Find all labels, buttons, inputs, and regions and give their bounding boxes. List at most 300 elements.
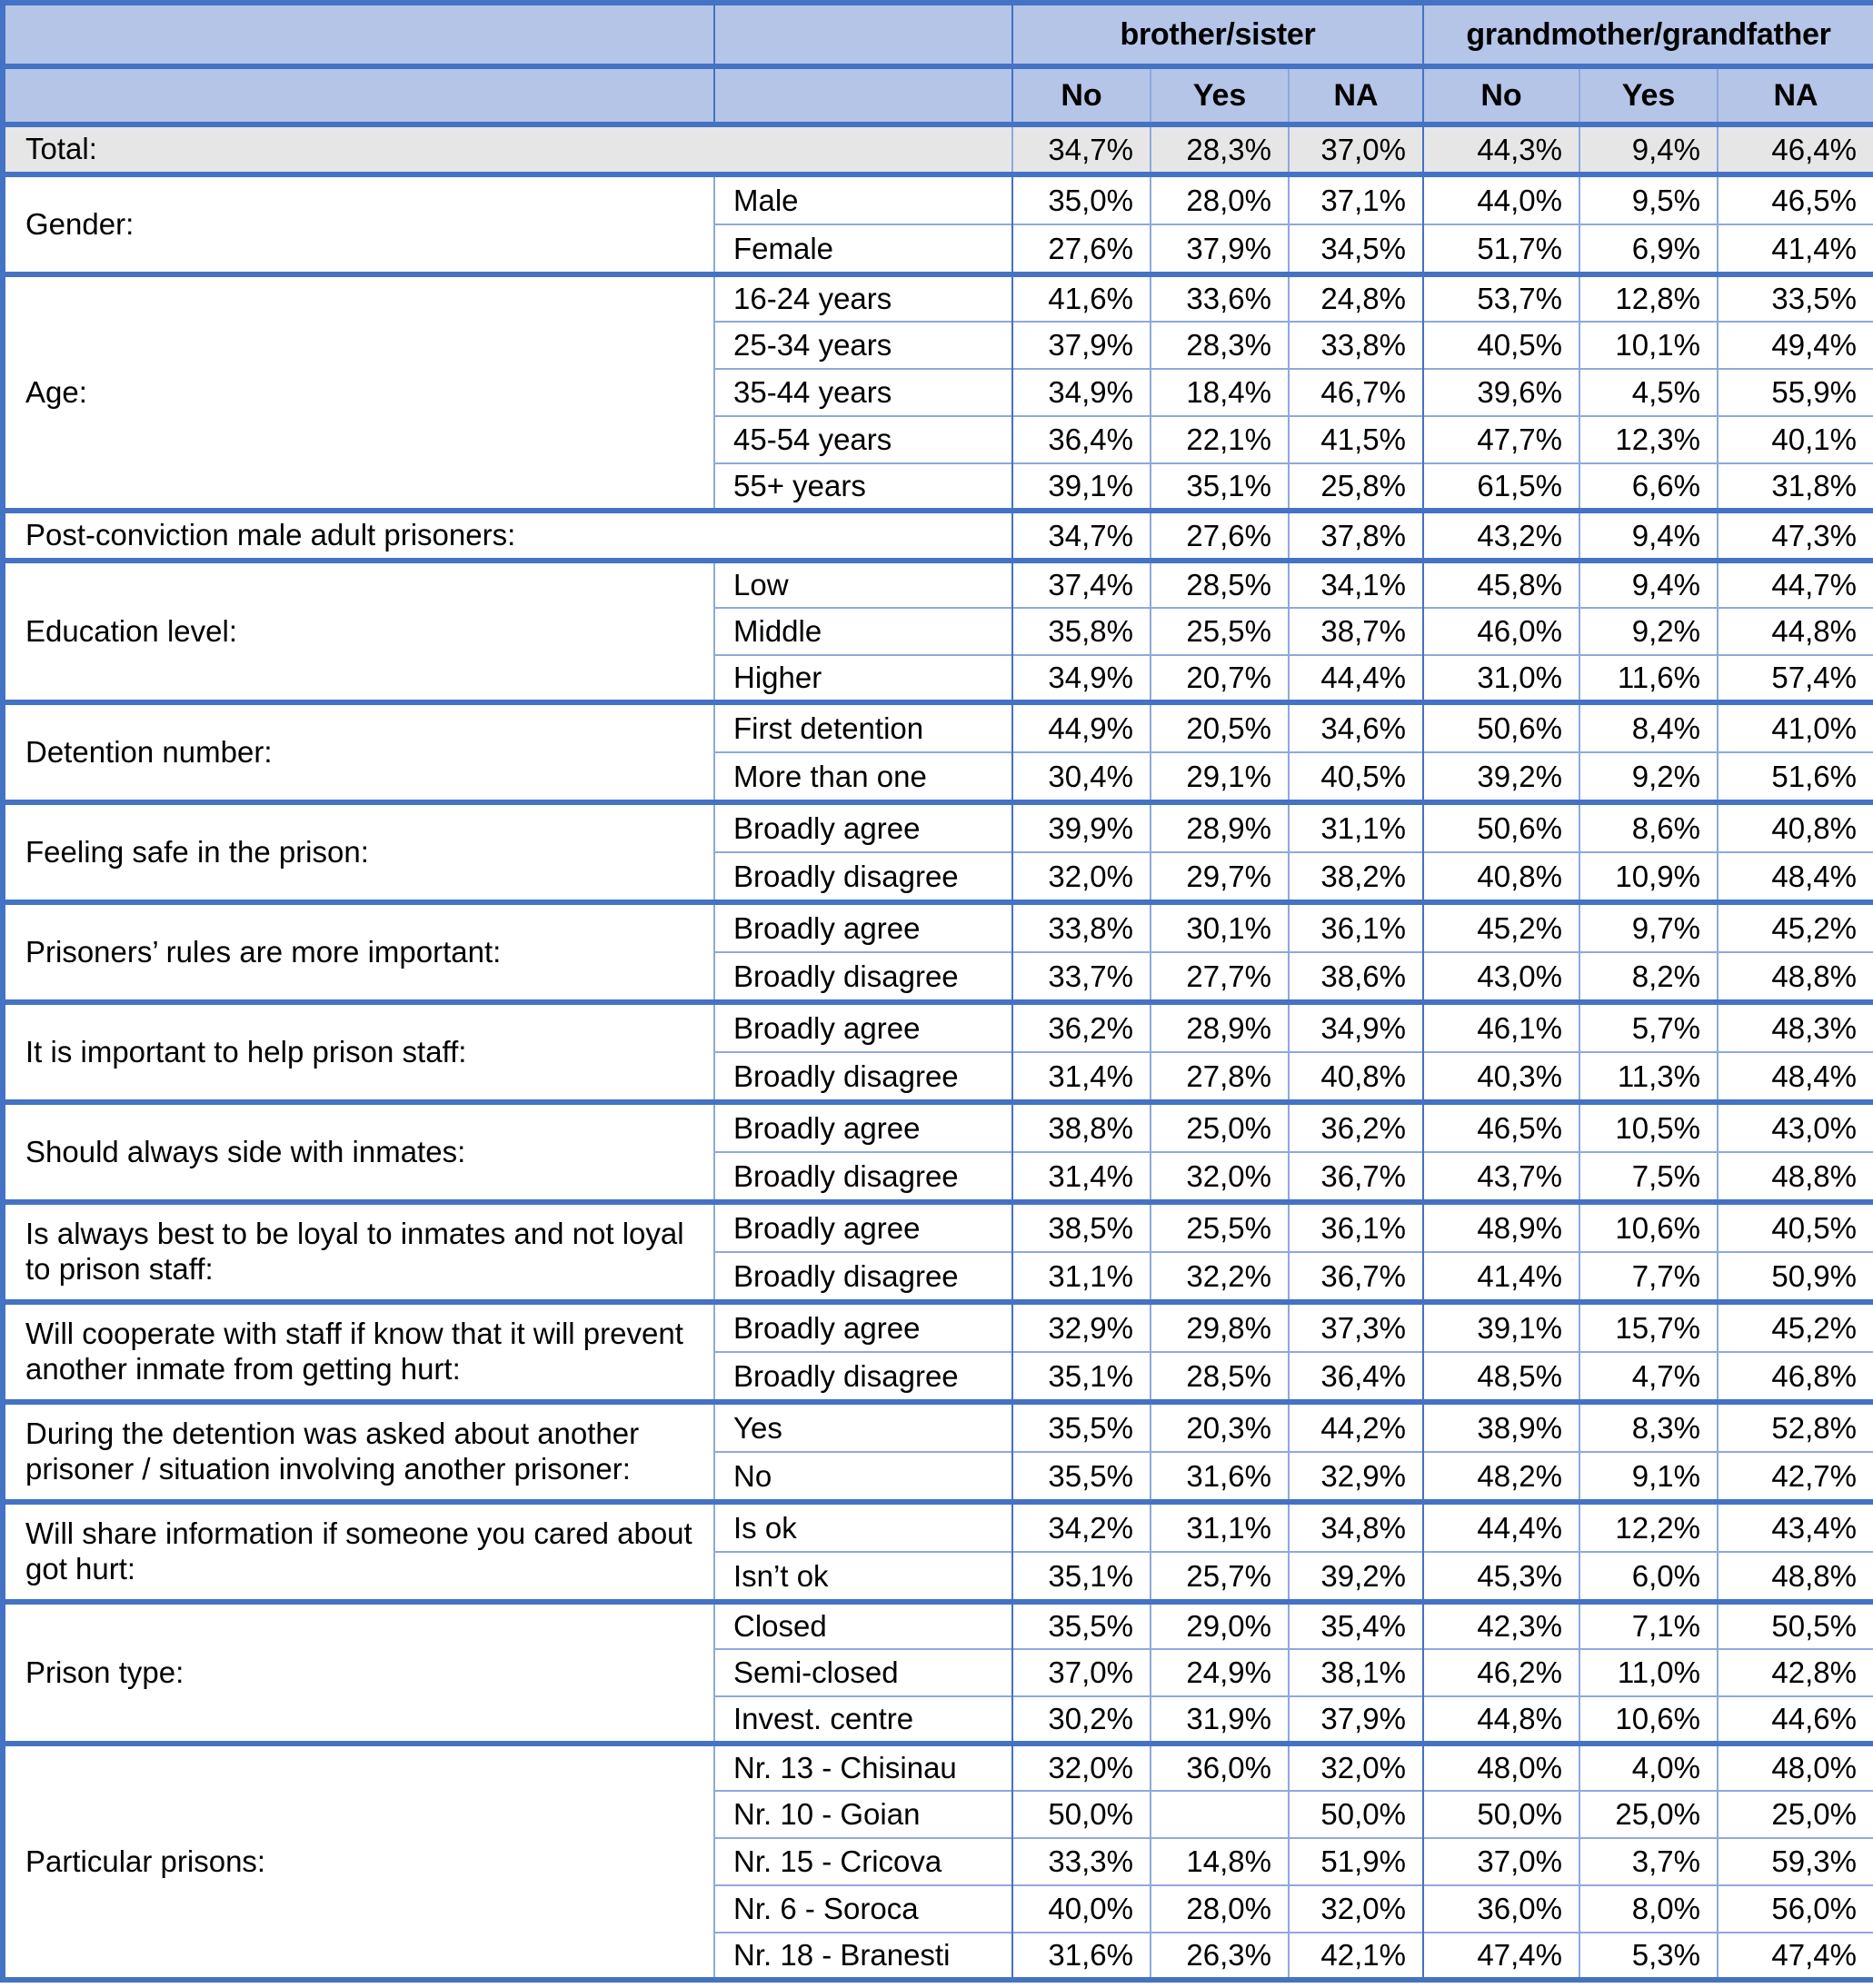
row-subcategory-label: Male [714, 174, 1012, 224]
data-cell: 40,1% [1718, 416, 1873, 463]
data-cell: 9,7% [1579, 902, 1718, 952]
data-cell: 45,2% [1718, 1302, 1873, 1352]
row-group-label: Education level: [3, 561, 714, 702]
data-cell: 11,3% [1579, 1052, 1718, 1102]
data-cell: 9,1% [1579, 1452, 1718, 1502]
row-subcategory-label: Nr. 15 - Cricova [714, 1838, 1012, 1885]
row-subcategory-label: Nr. 18 - Branesti [714, 1933, 1012, 1980]
data-cell: 34,9% [1289, 1002, 1423, 1052]
data-cell: 27,7% [1151, 952, 1289, 1002]
row-subcategory-label: 35-44 years [714, 369, 1012, 416]
data-cell: 39,6% [1423, 369, 1579, 416]
row-subcategory-label: Broadly disagree [714, 852, 1012, 902]
row-group-label: Prison type: [3, 1602, 714, 1744]
data-cell: 20,5% [1151, 702, 1289, 752]
row-group-label: Detention number: [3, 702, 714, 802]
data-cell: 43,7% [1423, 1152, 1579, 1202]
data-cell: 29,1% [1151, 752, 1289, 802]
data-cell: 26,3% [1151, 1933, 1289, 1980]
data-cell: 32,0% [1289, 1744, 1423, 1791]
data-cell: 32,0% [1012, 852, 1151, 902]
data-cell: 10,9% [1579, 852, 1718, 902]
data-cell: 48,4% [1718, 852, 1873, 902]
data-cell: 31,4% [1012, 1052, 1151, 1102]
data-cell: 42,1% [1289, 1933, 1423, 1980]
data-cell: 29,8% [1151, 1302, 1289, 1352]
row-subcategory-label: Broadly disagree [714, 1352, 1012, 1402]
data-cell: 29,7% [1151, 852, 1289, 902]
data-cell: 48,8% [1718, 952, 1873, 1002]
row-subcategory-label: Nr. 10 - Goian [714, 1791, 1012, 1838]
header-blank-left-2 [714, 66, 1012, 124]
table-row [3, 511, 1873, 561]
data-cell: 61,5% [1423, 463, 1579, 511]
data-cell: 52,8% [1718, 1402, 1873, 1452]
data-cell: 37,9% [1289, 1696, 1423, 1744]
data-cell: 9,4% [1579, 511, 1718, 561]
data-cell: 25,5% [1151, 1202, 1289, 1252]
table-row [3, 1202, 1873, 1252]
data-cell: 36,1% [1289, 1202, 1423, 1252]
data-cell: 48,8% [1718, 1552, 1873, 1602]
data-cell: 42,8% [1718, 1649, 1873, 1696]
data-cell: 44,6% [1718, 1696, 1873, 1744]
data-cell: 46,1% [1423, 1002, 1579, 1052]
data-cell: 44,4% [1423, 1502, 1579, 1552]
data-cell: 8,0% [1579, 1885, 1718, 1933]
data-cell: 31,4% [1012, 1152, 1151, 1202]
row-group-label: Age: [3, 274, 714, 511]
row-subcategory-label: Broadly agree [714, 802, 1012, 852]
data-cell: 36,4% [1012, 416, 1151, 463]
data-cell: 8,6% [1579, 802, 1718, 852]
row-subcategory-label: Closed [714, 1602, 1012, 1649]
data-cell: 38,5% [1012, 1202, 1151, 1252]
data-cell: 24,9% [1151, 1649, 1289, 1696]
data-cell: 22,1% [1151, 416, 1289, 463]
data-cell: 47,4% [1718, 1933, 1873, 1980]
data-cell: 36,4% [1289, 1352, 1423, 1402]
column-group-brother-sister: brother/sister [1012, 3, 1423, 66]
row-subcategory-label: 16-24 years [714, 274, 1012, 322]
data-cell: 50,6% [1423, 802, 1579, 852]
data-cell: 41,5% [1289, 416, 1423, 463]
data-cell: 48,8% [1718, 1152, 1873, 1202]
data-cell: 33,8% [1289, 322, 1423, 369]
data-cell: 27,6% [1151, 511, 1289, 561]
data-cell: 46,0% [1423, 608, 1579, 655]
data-cell: 33,6% [1151, 274, 1289, 322]
data-cell: 28,0% [1151, 174, 1289, 224]
row-subcategory-label: No [714, 1452, 1012, 1502]
data-cell: 38,8% [1012, 1102, 1151, 1152]
data-cell: 37,8% [1289, 511, 1423, 561]
table-row [3, 702, 1873, 752]
data-cell: 44,0% [1423, 174, 1579, 224]
data-cell: 31,1% [1012, 1252, 1151, 1302]
data-cell: 46,2% [1423, 1649, 1579, 1696]
data-cell: 28,3% [1151, 322, 1289, 369]
row-subcategory-label: Broadly disagree [714, 952, 1012, 1002]
data-cell: 8,3% [1579, 1402, 1718, 1452]
data-cell: 45,2% [1423, 902, 1579, 952]
data-cell: 44,4% [1289, 655, 1423, 702]
data-cell: 11,0% [1579, 1649, 1718, 1696]
data-cell: 53,7% [1423, 274, 1579, 322]
table-row [3, 174, 1873, 224]
col-bs-no: No [1012, 66, 1151, 124]
data-cell: 27,6% [1012, 224, 1151, 274]
data-cell: 48,5% [1423, 1352, 1579, 1402]
data-cell: 34,9% [1012, 655, 1151, 702]
row-subcategory-label: Nr. 6 - Soroca [714, 1885, 1012, 1933]
data-cell: 49,4% [1718, 322, 1873, 369]
table-row [3, 902, 1873, 952]
data-cell: 36,2% [1289, 1102, 1423, 1152]
data-cell: 35,1% [1151, 463, 1289, 511]
data-cell: 28,9% [1151, 1002, 1289, 1052]
data-cell: 37,9% [1151, 224, 1289, 274]
table-row [3, 802, 1873, 852]
header-corner-blank [3, 3, 714, 66]
data-cell: 35,5% [1012, 1452, 1151, 1502]
data-cell: 41,4% [1718, 224, 1873, 274]
data-cell: 34,7% [1012, 124, 1151, 174]
data-cell: 10,1% [1579, 322, 1718, 369]
data-cell: 8,2% [1579, 952, 1718, 1002]
data-cell: 36,1% [1289, 902, 1423, 952]
header-blank-left [3, 66, 714, 124]
col-bs-yes: Yes [1151, 66, 1289, 124]
row-group-label: Is always best to be loyal to inmates and not loyal to prison staff: [3, 1202, 714, 1302]
row-subcategory-label: Is ok [714, 1502, 1012, 1552]
row-subcategory-label: First detention [714, 702, 1012, 752]
data-cell: 51,9% [1289, 1838, 1423, 1885]
data-cell: 33,5% [1718, 274, 1873, 322]
data-cell: 37,0% [1289, 124, 1423, 174]
data-cell: 48,4% [1718, 1052, 1873, 1102]
data-cell: 15,7% [1579, 1302, 1718, 1352]
row-group-label: Feeling safe in the prison: [3, 802, 714, 902]
data-cell: 42,3% [1423, 1602, 1579, 1649]
data-cell: 8,4% [1579, 702, 1718, 752]
data-cell: 40,5% [1718, 1202, 1873, 1252]
data-cell: 12,2% [1579, 1502, 1718, 1552]
data-cell: 38,7% [1289, 608, 1423, 655]
data-cell: 40,8% [1289, 1052, 1423, 1102]
table-row [3, 1102, 1873, 1152]
row-subcategory-label: More than one [714, 752, 1012, 802]
table-row [3, 124, 1873, 174]
row-group-label: Will share information if someone you cared about got hurt: [3, 1502, 714, 1602]
data-cell: 44,8% [1718, 608, 1873, 655]
row-subcategory-label: Broadly agree [714, 902, 1012, 952]
data-cell: 38,1% [1289, 1649, 1423, 1696]
data-cell: 9,4% [1579, 124, 1718, 174]
data-cell: 31,8% [1718, 463, 1873, 511]
data-cell: 37,0% [1012, 1649, 1151, 1696]
data-cell: 40,8% [1718, 802, 1873, 852]
data-cell: 39,2% [1289, 1552, 1423, 1602]
data-cell: 35,8% [1012, 608, 1151, 655]
table-body [3, 124, 1873, 1980]
data-cell: 33,7% [1012, 952, 1151, 1002]
data-cell: 46,8% [1718, 1352, 1873, 1402]
table-row [3, 1502, 1873, 1552]
data-cell: 7,1% [1579, 1602, 1718, 1649]
data-cell: 34,6% [1289, 702, 1423, 752]
data-cell: 10,6% [1579, 1202, 1718, 1252]
data-cell: 34,1% [1289, 561, 1423, 608]
data-cell: 20,7% [1151, 655, 1289, 702]
row-group-label: Particular prisons: [3, 1744, 714, 1980]
data-cell: 44,2% [1289, 1402, 1423, 1452]
data-cell: 25,0% [1718, 1791, 1873, 1838]
data-cell: 55,9% [1718, 369, 1873, 416]
data-cell: 50,0% [1289, 1791, 1423, 1838]
data-cell: 36,0% [1423, 1885, 1579, 1933]
row-group-label: It is important to help prison staff: [3, 1002, 714, 1102]
data-cell: 9,5% [1579, 174, 1718, 224]
data-cell: 37,3% [1289, 1302, 1423, 1352]
row-group-label: Total: [3, 124, 1012, 174]
data-cell: 27,8% [1151, 1052, 1289, 1102]
row-subcategory-label: Invest. centre [714, 1696, 1012, 1744]
row-group-label: During the detention was asked about another prisoner / situation involving another prisoner: [3, 1402, 714, 1502]
data-cell: 34,5% [1289, 224, 1423, 274]
data-cell: 11,6% [1579, 655, 1718, 702]
data-cell: 38,2% [1289, 852, 1423, 902]
data-cell: 18,4% [1151, 369, 1289, 416]
data-cell: 48,3% [1718, 1002, 1873, 1052]
data-cell: 10,5% [1579, 1102, 1718, 1152]
data-cell: 7,7% [1579, 1252, 1718, 1302]
data-cell: 45,2% [1718, 902, 1873, 952]
data-cell: 35,5% [1012, 1402, 1151, 1452]
data-cell: 4,7% [1579, 1352, 1718, 1402]
data-cell: 43,4% [1718, 1502, 1873, 1552]
data-cell: 57,4% [1718, 655, 1873, 702]
data-cell: 47,3% [1718, 511, 1873, 561]
data-cell: 38,6% [1289, 952, 1423, 1002]
data-cell: 6,6% [1579, 463, 1718, 511]
data-cell: 44,8% [1423, 1696, 1579, 1744]
row-subcategory-label: 55+ years [714, 463, 1012, 511]
row-subcategory-label: Higher [714, 655, 1012, 702]
data-cell: 31,0% [1423, 655, 1579, 702]
row-subcategory-label: Middle [714, 608, 1012, 655]
data-cell: 38,9% [1423, 1402, 1579, 1452]
row-subcategory-label: Broadly disagree [714, 1052, 1012, 1102]
row-subcategory-label: Yes [714, 1402, 1012, 1452]
data-cell: 50,0% [1423, 1791, 1579, 1838]
data-cell: 47,7% [1423, 416, 1579, 463]
data-cell: 50,9% [1718, 1252, 1873, 1302]
row-subcategory-label: Broadly disagree [714, 1252, 1012, 1302]
data-cell: 12,3% [1579, 416, 1718, 463]
data-cell: 41,0% [1718, 702, 1873, 752]
data-cell: 44,9% [1012, 702, 1151, 752]
data-cell: 28,3% [1151, 124, 1289, 174]
data-cell: 48,2% [1423, 1452, 1579, 1502]
data-cell: 46,5% [1718, 174, 1873, 224]
table-row [3, 1744, 1873, 1791]
data-cell: 6,0% [1579, 1552, 1718, 1602]
data-cell: 46,5% [1423, 1102, 1579, 1152]
data-cell: 44,3% [1423, 124, 1579, 174]
data-cell: 35,0% [1012, 174, 1151, 224]
data-cell: 9,2% [1579, 752, 1718, 802]
data-cell: 31,6% [1151, 1452, 1289, 1502]
data-cell: 9,4% [1579, 561, 1718, 608]
table-row [3, 1002, 1873, 1052]
data-cell: 34,2% [1012, 1502, 1151, 1552]
col-gg-no: No [1423, 66, 1579, 124]
table-row [3, 561, 1873, 608]
data-cell: 6,9% [1579, 224, 1718, 274]
data-cell: 20,3% [1151, 1402, 1289, 1452]
data-cell: 44,7% [1718, 561, 1873, 608]
row-group-label: Gender: [3, 174, 714, 274]
data-cell: 30,4% [1012, 752, 1151, 802]
row-subcategory-label: 45-54 years [714, 416, 1012, 463]
data-cell: 51,7% [1423, 224, 1579, 274]
data-cell: 4,5% [1579, 369, 1718, 416]
data-cell: 32,0% [1289, 1885, 1423, 1933]
data-cell: 9,2% [1579, 608, 1718, 655]
row-subcategory-label: Nr. 13 - Chisinau [714, 1744, 1012, 1791]
data-cell: 31,6% [1012, 1933, 1151, 1980]
header-group-row [3, 3, 1873, 66]
header-subcolumn-row [3, 66, 1873, 124]
data-cell: 33,8% [1012, 902, 1151, 952]
data-cell: 25,0% [1579, 1791, 1718, 1838]
data-cell: 48,0% [1718, 1744, 1873, 1791]
data-cell: 46,4% [1718, 124, 1873, 174]
data-cell: 25,8% [1289, 463, 1423, 511]
data-cell: 25,5% [1151, 608, 1289, 655]
data-cell: 28,9% [1151, 802, 1289, 852]
row-group-label: Prisoners’ rules are more important: [3, 902, 714, 1002]
data-cell: 7,5% [1579, 1152, 1718, 1202]
data-cell: 37,0% [1423, 1838, 1579, 1885]
row-subcategory-label: Broadly agree [714, 1202, 1012, 1252]
data-cell: 32,2% [1151, 1252, 1289, 1302]
data-cell: 31,1% [1151, 1502, 1289, 1552]
data-cell: 36,7% [1289, 1152, 1423, 1202]
table-row [3, 1302, 1873, 1352]
data-cell: 43,2% [1423, 511, 1579, 561]
row-subcategory-label: Female [714, 224, 1012, 274]
data-cell: 32,9% [1012, 1302, 1151, 1352]
data-cell: 28,5% [1151, 1352, 1289, 1402]
table-row [3, 1602, 1873, 1649]
data-cell: 45,8% [1423, 561, 1579, 608]
data-cell: 40,5% [1423, 322, 1579, 369]
data-cell: 43,0% [1423, 952, 1579, 1002]
data-cell: 48,0% [1423, 1744, 1579, 1791]
data-cell: 5,7% [1579, 1002, 1718, 1052]
data-cell: 10,6% [1579, 1696, 1718, 1744]
data-cell: 39,9% [1012, 802, 1151, 852]
row-subcategory-label: Isn’t ok [714, 1552, 1012, 1602]
data-cell: 30,1% [1151, 902, 1289, 952]
data-cell: 50,5% [1718, 1602, 1873, 1649]
data-cell: 39,1% [1423, 1302, 1579, 1352]
data-cell: 37,9% [1012, 322, 1151, 369]
table-row [3, 274, 1873, 322]
data-cell: 32,9% [1289, 1452, 1423, 1502]
row-group-label: Will cooperate with staff if know that it will prevent another inmate from getting hurt: [3, 1302, 714, 1402]
row-subcategory-label: Broadly agree [714, 1002, 1012, 1052]
data-cell: 50,0% [1012, 1791, 1151, 1838]
data-cell: 35,1% [1012, 1352, 1151, 1402]
col-gg-yes: Yes [1579, 66, 1718, 124]
data-cell: 43,0% [1718, 1102, 1873, 1152]
data-cell: 4,0% [1579, 1744, 1718, 1791]
data-cell: 46,7% [1289, 369, 1423, 416]
data-cell: 34,9% [1012, 369, 1151, 416]
row-subcategory-label: Broadly disagree [714, 1152, 1012, 1202]
data-cell: 45,3% [1423, 1552, 1579, 1602]
data-cell: 32,0% [1012, 1744, 1151, 1791]
data-cell: 39,2% [1423, 752, 1579, 802]
row-subcategory-label: Low [714, 561, 1012, 608]
row-group-label: Should always side with inmates: [3, 1102, 714, 1202]
col-gg-na: NA [1718, 66, 1873, 124]
row-subcategory-label: Broadly agree [714, 1302, 1012, 1352]
data-cell: 35,5% [1012, 1602, 1151, 1649]
row-subcategory-label: Broadly agree [714, 1102, 1012, 1152]
data-cell: 36,0% [1151, 1744, 1289, 1791]
table-header [3, 3, 1873, 124]
data-cell: 33,3% [1012, 1838, 1151, 1885]
data-cell: 40,3% [1423, 1052, 1579, 1102]
data-cell: 34,8% [1289, 1502, 1423, 1552]
data-cell: 42,7% [1718, 1452, 1873, 1502]
data-cell: 34,7% [1012, 511, 1151, 561]
header-corner-blank-2 [714, 3, 1012, 66]
data-cell: 31,1% [1289, 802, 1423, 852]
row-group-label: Post-conviction male adult prisoners: [3, 511, 1012, 561]
data-cell: 48,9% [1423, 1202, 1579, 1252]
data-cell: 51,6% [1718, 752, 1873, 802]
data-cell: 3,7% [1579, 1838, 1718, 1885]
data-cell: 24,8% [1289, 274, 1423, 322]
data-cell: 36,2% [1012, 1002, 1151, 1052]
data-cell: 59,3% [1718, 1838, 1873, 1885]
col-bs-na: NA [1289, 66, 1423, 124]
data-cell: 12,8% [1579, 274, 1718, 322]
data-cell: 37,1% [1289, 174, 1423, 224]
data-cell: 28,5% [1151, 561, 1289, 608]
data-cell [1151, 1791, 1289, 1838]
data-cell: 25,7% [1151, 1552, 1289, 1602]
row-subcategory-label: 25-34 years [714, 322, 1012, 369]
data-cell: 40,5% [1289, 752, 1423, 802]
data-cell: 25,0% [1151, 1102, 1289, 1152]
data-cell: 50,6% [1423, 702, 1579, 752]
data-cell: 41,6% [1012, 274, 1151, 322]
row-subcategory-label: Semi-closed [714, 1649, 1012, 1696]
data-cell: 37,4% [1012, 561, 1151, 608]
data-cell: 35,4% [1289, 1602, 1423, 1649]
data-cell: 14,8% [1151, 1838, 1289, 1885]
column-group-grandmother-grandfather: grandmother/grandfather [1423, 3, 1873, 66]
data-cell: 41,4% [1423, 1252, 1579, 1302]
data-cell: 40,8% [1423, 852, 1579, 902]
data-cell: 35,1% [1012, 1552, 1151, 1602]
